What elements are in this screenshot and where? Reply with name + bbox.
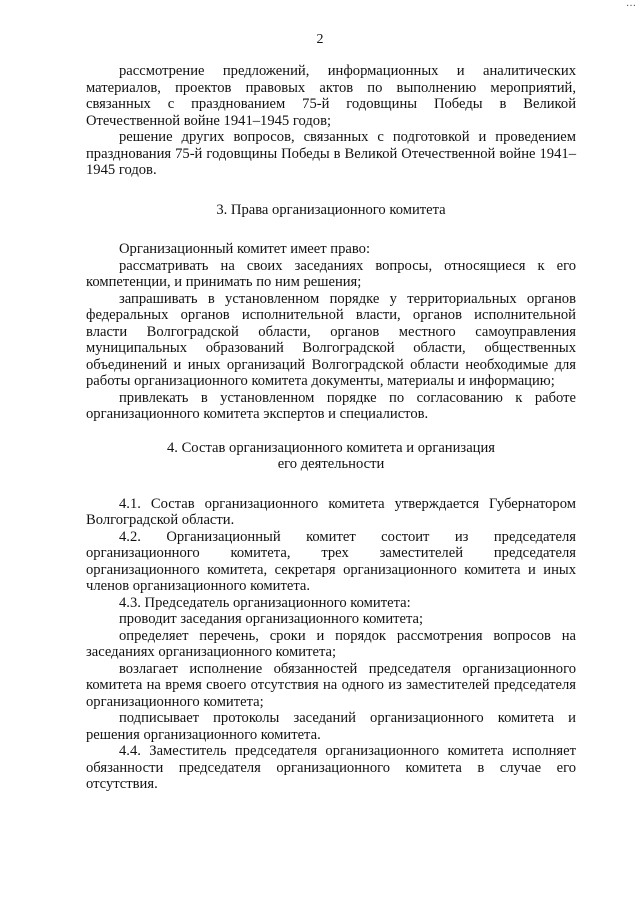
list-item: подписывает протоколы заседаний организационного комитета и решения организационного комитета. xyxy=(86,710,576,743)
page-number: 2 xyxy=(316,32,324,47)
corner-mark: … xyxy=(626,0,636,9)
paragraph: 4.1. Состав организационного комитета утверждается Губернатором Волгоградской области. xyxy=(86,495,576,528)
paragraph: решение других вопросов, связанных с подготовкой и проведением празднования 75-й годовщины Победы в Великой Отечественной войне 1941–1945 годов. xyxy=(86,129,576,178)
list-item: возлагает исполнение обязанностей председателя организационного комитета на время своего отсутствия на одного из заместителей председателя организационного комитета; xyxy=(86,660,576,710)
paragraph: 4.2. Организационный комитет состоит из председателя организационного комитета, трех заместителей председателя организационного комитета, секретаря организационного комитета и иных членов организационного комитета. xyxy=(86,528,576,594)
paragraph: Организационный комитет имеет право: xyxy=(119,241,371,257)
list-item: проводит заседания организационного комитета; xyxy=(119,611,424,627)
list-item: рассматривать на своих заседаниях вопросы, относящиеся к его компетенции, и принимать по ним решения; xyxy=(86,257,576,290)
section-heading-3: 3. Права организационного комитета xyxy=(216,201,446,218)
document-body xyxy=(86,63,576,793)
section-heading-4-line1: 4. Состав организационного комитета и организация xyxy=(166,439,496,456)
list-item: запрашивать в установленном порядке у территориальных органов федеральных органов исполнительной власти, органов исполнительной власти Волгоградской области, органов местного самоуправления муниципальных образований Волгоградской области, общественных объединений и иных организаций Волгоградской области необходимые для работы организационного комитета документы, материалы и информацию; xyxy=(86,290,576,389)
paragraph: 4.4. Заместитель председателя организационного комитета исполняет обязанности председателя организационного комитета в случае его отсутствия. xyxy=(86,743,576,792)
list-item: определяет перечень, сроки и порядок рассмотрения вопросов на заседаниях организационного комитета; xyxy=(86,627,576,660)
paragraph: 4.3. Председатель организационного комитета: xyxy=(119,594,411,611)
list-item: привлекать в установленном порядке по согласованию к работе организационного комитета экспертов и специалистов. xyxy=(86,389,576,422)
paragraph: рассмотрение предложений, информационных и аналитических материалов, проектов правовых актов по выполнению мероприятий, связанных с празднованием 75-й годовщины Победы в Великой Отечественной войне 1941–1945 годов; xyxy=(86,63,576,129)
section-heading-4-line2: его деятельности xyxy=(277,456,385,472)
